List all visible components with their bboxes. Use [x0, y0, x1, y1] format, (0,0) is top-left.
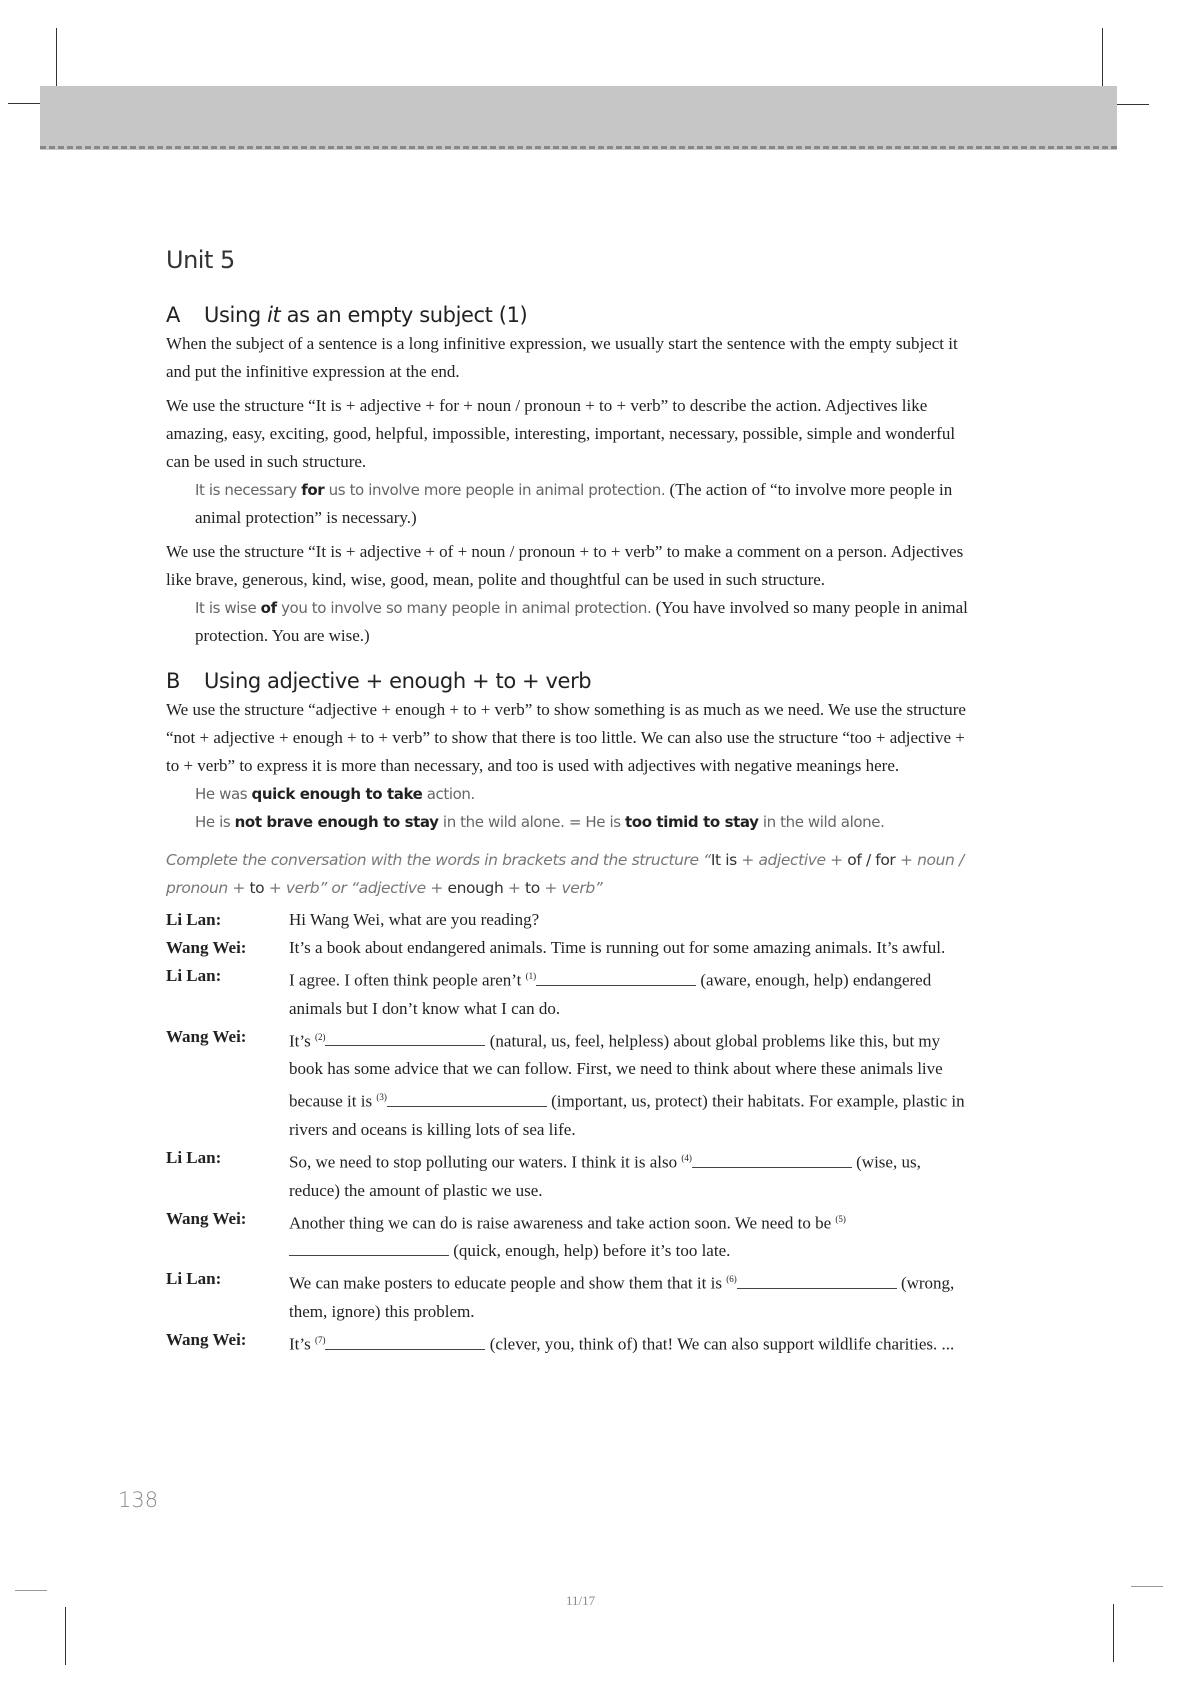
- unit-title: Unit 5: [166, 246, 235, 274]
- blank-number: (5): [835, 1213, 846, 1224]
- section-a-heading: [166, 300, 976, 330]
- page-number: 138: [118, 1488, 159, 1512]
- heading-text: Using adjective + enough + to + verb: [204, 669, 592, 693]
- dialogue-turn: [166, 1265, 976, 1326]
- blank-number: (3): [376, 1092, 387, 1103]
- adjective-list: Adjectives like brave, generous, kind, wise, good, mean, polite and thoughtful can be used in such structure.: [166, 542, 964, 589]
- dialogue-line: It’s $^{(2)}$ (natural, us, feel, helpless) about global problems like this, but my book has some advice that we can follow. First, we need to think about where these animals live because it is $^{(3)}$ (important, us, protect) their habitats. For example, plastic in rivers and oceans is killing lots of sea life.: [289, 1023, 976, 1144]
- paragraph: [166, 392, 976, 476]
- blank-number: (2): [314, 1031, 326, 1042]
- crop-mark: [1131, 1586, 1163, 1587]
- speaker-name: Li Lan:: [166, 966, 222, 985]
- section-a: [166, 300, 976, 650]
- example-note: (You have involved so many people in animal protection. You are wise.): [195, 598, 968, 645]
- answer-blank-3[interactable]: [387, 1088, 547, 1107]
- blank-number: (7): [314, 1334, 326, 1345]
- dialogue-turn: [166, 934, 976, 962]
- answer-blank-6[interactable]: [737, 1270, 897, 1289]
- crop-mark: [15, 1590, 47, 1591]
- blank-number: (6): [726, 1274, 737, 1285]
- section-b: [166, 666, 976, 1359]
- dialogue-line: We can make posters to educate people and show them that it is $^{(6)}$ (wrong, them, ignore) this problem.: [289, 1265, 976, 1326]
- speaker-name: Li Lan:: [166, 1269, 222, 1289]
- answer-blank-4[interactable]: [692, 1149, 852, 1168]
- page-content: [166, 300, 976, 1359]
- dialogue-turn: [166, 906, 976, 934]
- answer-blank-2[interactable]: [325, 1027, 485, 1046]
- crop-mark: [65, 1607, 66, 1665]
- structure-sentence: We use the structure “It is + adjective + for + noun / pronoun + to + verb” to describe the action.: [166, 396, 822, 415]
- section-letter: B: [166, 669, 181, 693]
- speaker-name: Wang Wei:: [166, 1329, 247, 1349]
- dialogue-turn: [166, 962, 976, 1023]
- example-sentence: He was quick enough to take action.: [195, 785, 475, 803]
- crop-mark: [1117, 104, 1149, 105]
- blank-number: (4): [681, 1152, 692, 1163]
- banner-dashed-line: [40, 146, 1117, 149]
- dialogue-turn: [166, 1144, 976, 1205]
- example-note: (The action of “to involve more people in animal protection” is necessary.): [195, 480, 953, 527]
- answer-blank-7[interactable]: [325, 1331, 485, 1350]
- speaker-name: Li Lan:: [166, 1147, 222, 1167]
- crop-mark: [1113, 1604, 1114, 1662]
- speaker-name: Wang Wei:: [166, 938, 247, 957]
- paragraph: [166, 538, 976, 594]
- dialogue-line: It’s $^{(7)}$ (clever, you, think of) that! We can also support wildlife charities. ...: [289, 1326, 976, 1359]
- heading-text: Using: [204, 303, 268, 327]
- crop-mark: [56, 28, 57, 88]
- heading-text-italic: it: [267, 303, 281, 327]
- crop-mark: [8, 103, 40, 104]
- sheet-counter: 11/17: [566, 1593, 596, 1608]
- blank-number: (1): [525, 971, 537, 981]
- adjective-list: Adjectives like amazing, easy, exciting, good, helpful, impossible, interesting, important, necessary, possible, simple and wonderful can be used in such structure.: [166, 396, 956, 471]
- example: [166, 594, 976, 650]
- answer-blank-5[interactable]: [289, 1237, 449, 1256]
- dialogue-turn: [166, 1023, 976, 1144]
- dialogue-turn: [166, 1205, 976, 1266]
- paragraph: When the subject of a sentence is a long infinitive expression, we usually start the sentence with the empty subject it and put the infinitive expression at the end.: [166, 334, 958, 381]
- structure-sentence: We use the structure “It is + adjective + of + noun / pronoun + to + verb” to make a comment on a person.: [166, 542, 888, 561]
- example-sentence: It is necessary for us to involve more people in animal protection.: [195, 481, 666, 499]
- speaker-name: Wang Wei:: [166, 1026, 247, 1046]
- paragraph: We use the structure “adjective + enough + to + verb” to show something is as much as we need. We use the structure “not + adjective + enough + to + verb” to show that there is too little. We can also use the structure “too + adjective + to + verb” to express it is more than necessary, and too is used with adjectives with negative meanings here.: [166, 700, 966, 775]
- example-sentence: He is not brave enough to stay in the wild alone. = He is too timid to stay in the wild alone.: [195, 813, 885, 831]
- dialogue-line: So, we need to stop polluting our waters. I think it is also $^{(4)}$ (wise, us, reduce) the amount of plastic we use.: [289, 1144, 976, 1205]
- dialogue-line: I agree. I often think people aren’t $^{(1)}$ (aware, enough, help) endangered animals but I don’t know what I can do.: [289, 962, 976, 1023]
- header-banner: [40, 86, 1117, 150]
- example: [166, 476, 976, 532]
- heading-text: as an empty subject (1): [280, 303, 528, 327]
- crop-mark: [1102, 28, 1103, 88]
- dialogue-line: Another thing we can do is raise awareness and take action soon. We need to be $^{(5)}$ (quick, enough, help) before it’s too late.: [289, 1213, 846, 1261]
- dialogue-turn: [166, 1326, 976, 1359]
- dialogue: [166, 906, 976, 1359]
- speaker-name: Li Lan:: [166, 910, 222, 929]
- speaker-name: Wang Wei:: [166, 1208, 247, 1228]
- example-sentence: It is wise of you to involve so many people in animal protection.: [195, 599, 652, 617]
- section-letter: A: [166, 303, 180, 327]
- dialogue-line: It’s a book about endangered animals. Time is running out for some amazing animals. It’s awful.: [289, 938, 946, 957]
- section-b-heading: [166, 666, 976, 696]
- answer-blank-1[interactable]: [536, 967, 696, 986]
- dialogue-line: Hi Wang Wei, what are you reading?: [289, 910, 540, 929]
- exercise-instruction: Complete the conversation with the words in brackets and the structure “It is + adjective + of / for + noun / pronoun + to + verb” or “adjective + enough + to + verb”: [166, 851, 964, 897]
